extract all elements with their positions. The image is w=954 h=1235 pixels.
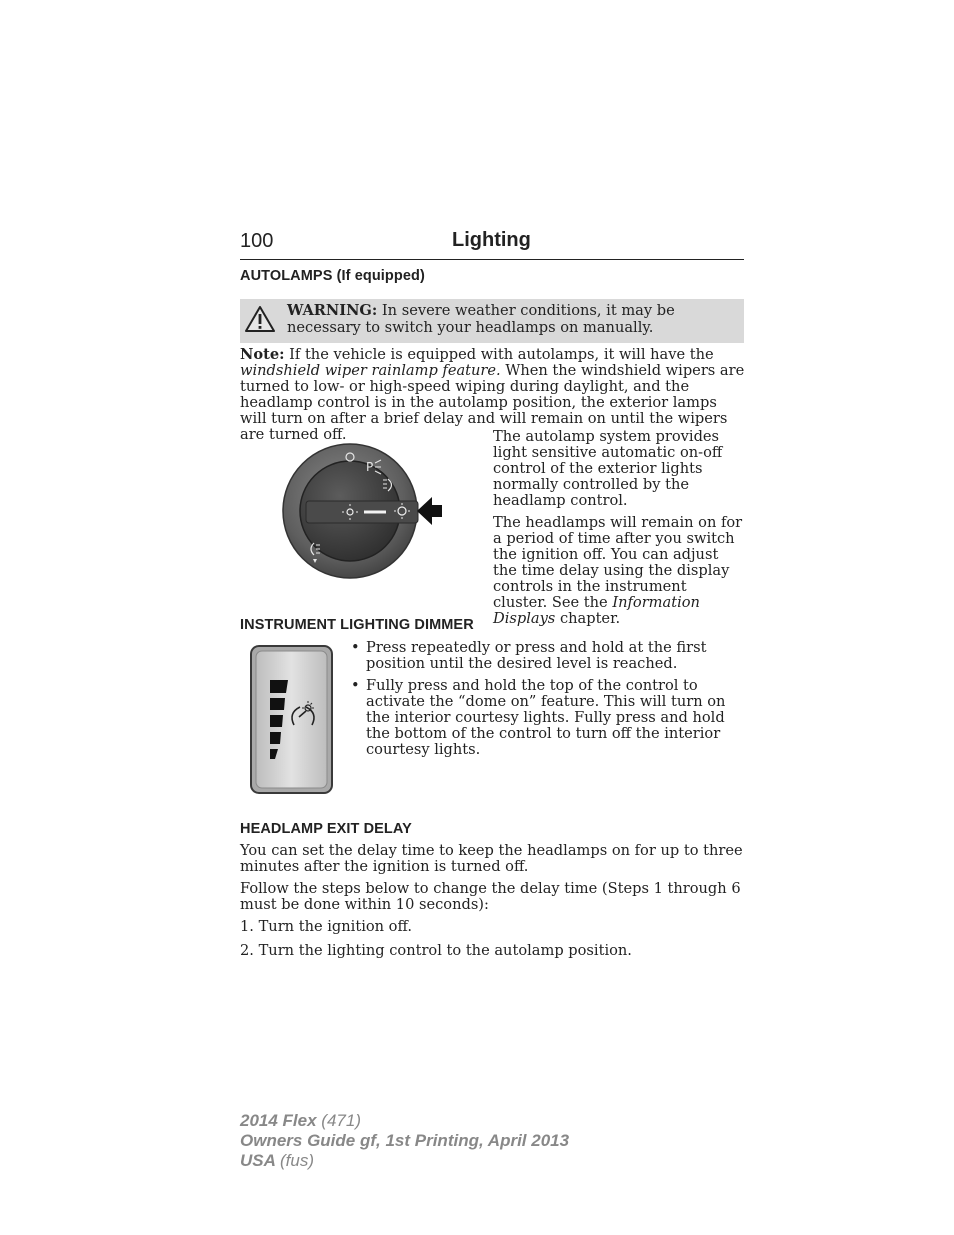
exit-delay-heading: HEADLAMP EXIT DELAY: [240, 821, 412, 837]
headlamp-control-knob-icon: [280, 443, 444, 581]
chapter-title: Lighting: [452, 229, 531, 251]
note-label: Note:: [240, 346, 285, 363]
autolamp-para-2-text: The headlamps will remain on for a period of time after you switch the ignition off. You can adjust the time delay using the display controls in the instrument cluster. See the: [493, 514, 743, 611]
footer-region: USA: [240, 1151, 276, 1170]
footer-guide: Owners Guide gf, 1st Printing, April 2013: [240, 1131, 570, 1150]
exit-delay-body: [240, 843, 746, 965]
warning-triangle-icon: [244, 305, 276, 333]
list-item: • Press repeatedly or press and hold at the first position until the desired level is reached.: [348, 640, 746, 672]
warning-text: In severe weather conditions, it may be necessary to switch your headlamps on manually.: [287, 302, 675, 336]
dimmer-heading: INSTRUMENT LIGHTING DIMMER: [240, 617, 474, 633]
arrow-left-icon: [417, 497, 442, 525]
information-displays-reference: Information Displays: [493, 594, 700, 627]
footer-model: 2014 Flex: [240, 1111, 317, 1130]
note-italic: windshield wiper rainlamp feature.: [240, 362, 501, 379]
exit-delay-para-1: You can set the delay time to keep the headlamps on for up to three minutes after the ignition is turned off.: [240, 842, 743, 875]
step-2: 2. Turn the lighting control to the autolamp position.: [240, 942, 632, 959]
svg-text:P: P: [366, 460, 374, 474]
warning-box: [240, 299, 744, 343]
autolamps-heading: AUTOLAMPS (If equipped): [240, 268, 425, 284]
page-footer: [240, 1111, 569, 1171]
dimmer-bullets: [348, 640, 746, 764]
dimmer-switch-icon: [250, 645, 334, 795]
footer-region-code: (fus): [280, 1151, 314, 1170]
page-number: 100: [240, 230, 274, 252]
step-1: 1. Turn the ignition off.: [240, 918, 412, 935]
autolamp-para-1: The autolamp system provides light sensitive automatic on-off control of the exterior lights normally controlled by the headlamp control.: [493, 428, 723, 509]
autolamp-para-2: [493, 515, 745, 627]
note-text: If the vehicle is equipped with autolamps, it will have the: [289, 346, 714, 363]
footer-model-code: (471): [321, 1111, 361, 1130]
exit-delay-para-2: Follow the steps below to change the delay time (Steps 1 through 6 must be done within 10 seconds):: [240, 880, 741, 913]
autolamp-para-2-end: chapter.: [559, 610, 621, 627]
warning-label: WARNING:: [287, 302, 378, 319]
autolamp-description: [493, 429, 745, 633]
note-text-continued: When the windshield wipers are turned to low- or high-speed wiping during daylight, and the headlamp control is in the autolamp position, the exterior lamps will turn on after a brief delay and will remain on until the wipers are turned off.: [240, 362, 745, 443]
list-item: • Fully press and hold the top of the control to activate the “dome on” feature. This will turn on the interior courtesy lights. Fully press and hold the bottom of the control to turn off the interior courtesy lights.: [348, 678, 746, 758]
page-header: [240, 229, 744, 260]
